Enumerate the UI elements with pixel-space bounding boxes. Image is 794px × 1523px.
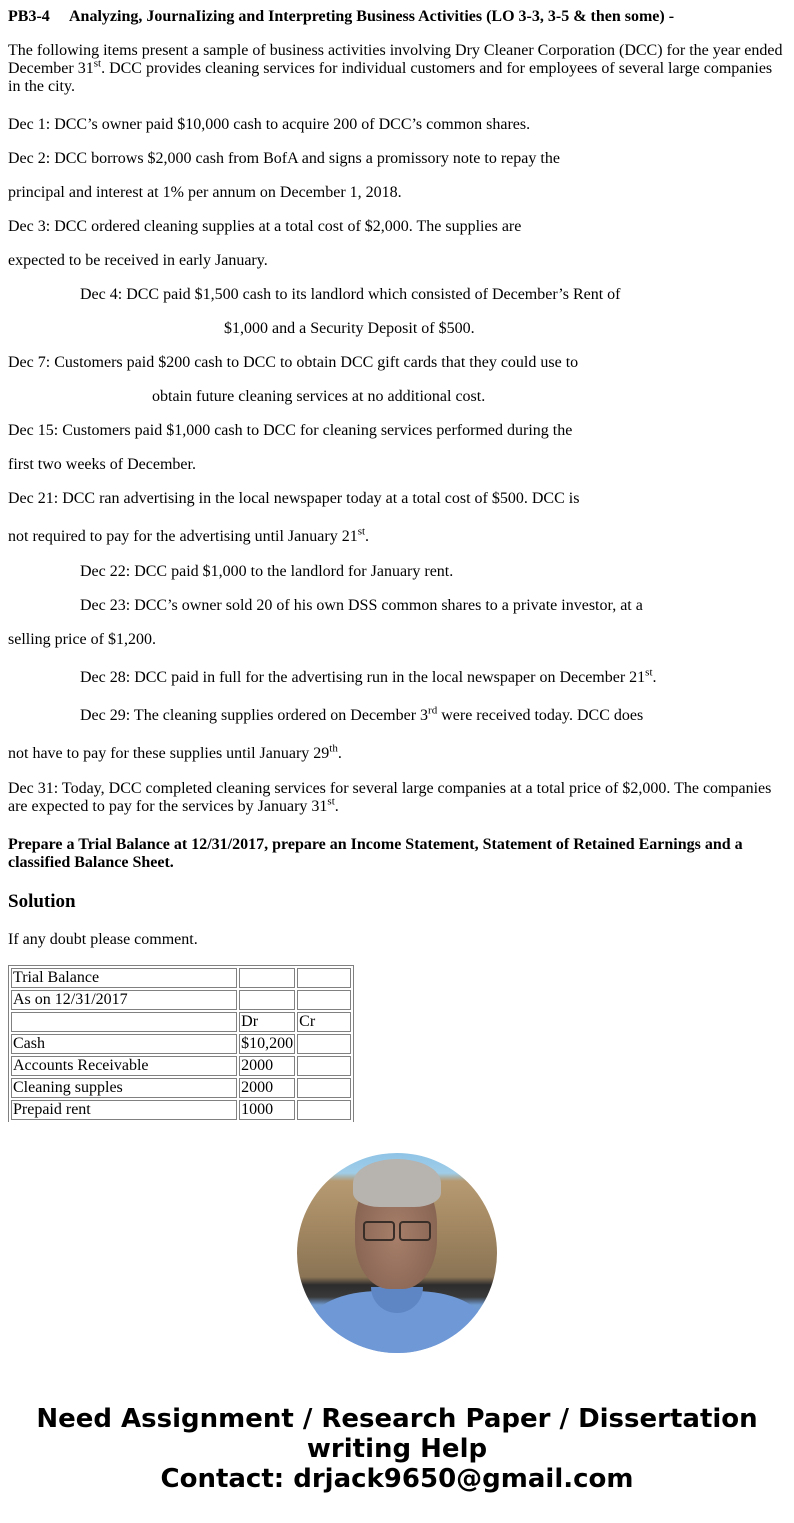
avatar-hair — [353, 1159, 441, 1207]
line-punct: . — [652, 669, 657, 686]
transaction-dec7: Dec 7: Customers paid $200 cash to DCC to obtain DCC gift cards that they could use to — [8, 354, 579, 371]
transaction-dec15-continued: first two weeks of December. — [8, 456, 196, 473]
table-cell — [239, 968, 295, 988]
ordinal-suffix: st — [357, 525, 366, 538]
ordinal-suffix: st — [93, 57, 102, 70]
table-cell: Trial Balance — [11, 968, 237, 988]
transaction-dec28 — [80, 666, 657, 687]
debit-amount: 1000 — [239, 1100, 295, 1120]
table-cell — [11, 1012, 237, 1032]
promo-line-2: writing Help — [306, 1434, 488, 1464]
transaction-dec4: Dec 4: DCC paid $1,500 cash to its landlord which consisted of December’s Rent of — [80, 286, 621, 303]
credit-amount — [297, 1100, 351, 1120]
transaction-dec21-continued — [8, 525, 370, 546]
ordinal-suffix: rd — [428, 704, 438, 717]
debit-amount: $10,200 — [241, 1035, 294, 1052]
line-punct: . — [334, 798, 339, 815]
column-header-dr: Dr — [239, 1012, 295, 1032]
transaction-dec3: Dec 3: DCC ordered cleaning supplies at a total cost of $2,000. The supplies are — [8, 218, 522, 235]
problem-title — [8, 8, 674, 26]
transaction-dec31 — [8, 780, 786, 816]
table-cell — [297, 990, 351, 1010]
promo-contact: Contact: drjack9650@gmail.com — [160, 1464, 634, 1494]
table-row — [11, 1100, 351, 1120]
intro-paragraph — [8, 42, 786, 96]
table-row — [11, 1078, 351, 1098]
account-name: Cleaning supples — [11, 1078, 237, 1098]
account-name: Accounts Receivable — [11, 1056, 237, 1076]
debit-amount: 2000 — [239, 1078, 295, 1098]
transaction-dec23-continued: selling price of $1,200. — [8, 631, 156, 648]
transaction-dec22: Dec 22: DCC paid $1,000 to the landlord for January rent. — [80, 563, 454, 580]
ordinal-suffix: th — [329, 742, 338, 755]
line-text: not required to pay for the advertising until January 21 — [8, 528, 358, 545]
problem-code: PB3-4 — [8, 8, 50, 25]
ordinal-suffix: st — [645, 666, 653, 679]
solution-comment: If any doubt please comment. — [8, 931, 198, 948]
author-avatar — [297, 1153, 497, 1353]
transaction-dec21: Dec 21: DCC ran advertising in the local newspaper today at a total cost of $500. DCC is — [8, 490, 580, 507]
promo-banner — [0, 1404, 794, 1494]
transaction-dec7-continued: obtain future cleaning services at no additional cost. — [152, 388, 486, 405]
transaction-dec29 — [80, 704, 644, 725]
promo-line-1: Need Assignment / Research Paper / Dissertation — [36, 1404, 758, 1434]
column-header-cr: Cr — [297, 1012, 351, 1032]
account-name: Cash — [11, 1034, 237, 1054]
line-text-continued: were received today. DCC does — [437, 707, 644, 724]
table-cell: As on 12/31/2017 — [11, 990, 237, 1010]
solution-heading: Solution — [8, 891, 76, 912]
table-row — [11, 968, 351, 988]
problem-heading: Analyzing, JournaIizing and Interpreting Business Activities (LO 3-3, 3-5 & then some) - — [69, 8, 675, 25]
table-row — [11, 990, 351, 1010]
intro-text: The following items present a sample of business activities involving Dry Cleaner Corporation (DCC) for the year ended December 31 — [8, 42, 783, 77]
ordinal-suffix: st — [327, 795, 335, 808]
account-name: Prepaid rent — [11, 1100, 237, 1120]
trial-balance-table — [8, 965, 354, 1122]
transaction-dec29-continued — [8, 742, 342, 763]
table-header-row — [11, 1012, 351, 1032]
line-punct: . — [337, 745, 342, 762]
transaction-dec1: Dec 1: DCC’s owner paid $10,000 cash to acquire 200 of DCC’s common shares. — [8, 116, 531, 133]
credit-amount — [297, 1078, 351, 1098]
transaction-dec4-continued: $1,000 and a Security Deposit of $500. — [224, 320, 475, 337]
table-row — [11, 1056, 351, 1076]
transaction-dec23: Dec 23: DCC’s owner sold 20 of his own DSS common shares to a private investor, at a — [80, 597, 643, 614]
line-punct: . — [365, 528, 370, 545]
avatar-glasses — [363, 1221, 431, 1239]
transaction-dec3-continued: expected to be received in early January. — [8, 252, 268, 269]
debit-amount: 2000 — [239, 1056, 295, 1076]
intro-text-continued: . DCC provides cleaning services for individual customers and for employees of several large companies in the city. — [8, 60, 773, 95]
table-row — [11, 1034, 351, 1054]
transaction-dec2-continued: principal and interest at 1% per annum on December 1, 2018. — [8, 184, 402, 201]
line-text: Dec 29: The cleaning supplies ordered on December 3 — [80, 707, 429, 724]
credit-amount — [297, 1056, 351, 1076]
line-text: Dec 31: Today, DCC completed cleaning services for several large companies at a total price of $2,000. The companies are expected to pay for the services by January 31 — [8, 780, 772, 815]
task-instructions: Prepare a Trial Balance at 12/31/2017, prepare an Income Statement, Statement of Retained Earnings and a classified Balance Sheet. — [8, 836, 743, 871]
table-cell — [239, 990, 295, 1010]
line-text: not have to pay for these supplies until January 29 — [8, 745, 330, 762]
table-cell — [297, 968, 351, 988]
trial-balance-table-container — [8, 965, 354, 1122]
transaction-dec15: Dec 15: Customers paid $1,000 cash to DCC for cleaning services performed during the — [8, 422, 573, 439]
credit-amount — [297, 1034, 351, 1054]
transaction-dec2: Dec 2: DCC borrows $2,000 cash from BofA and signs a promissory note to repay the — [8, 150, 560, 167]
line-text: Dec 28: DCC paid in full for the advertising run in the local newspaper on December 21 — [80, 669, 646, 686]
